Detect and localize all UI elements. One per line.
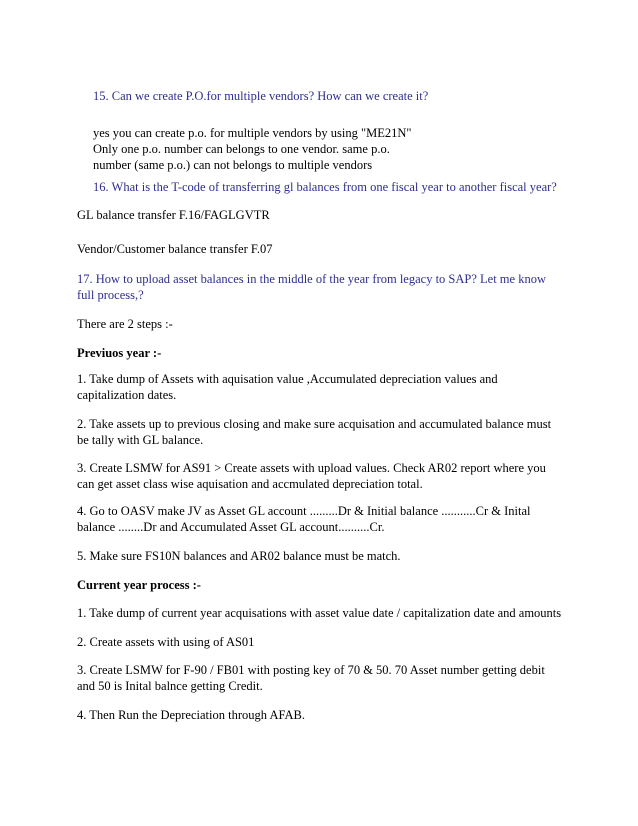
- current-step-4: 4. Then Run the Depreciation through AFAB.: [77, 708, 305, 722]
- previous-step-2-line-2: be tally with GL balance.: [77, 433, 204, 447]
- previous-step-5: 5. Make sure FS10N balances and AR02 balance must be match.: [77, 549, 401, 563]
- previous-year-heading: Previuos year :-: [77, 346, 162, 360]
- question-17-title-line-2: full process,?: [77, 288, 144, 302]
- previous-step-4-line-2: balance ........Dr and Accumulated Asset GL account..........Cr.: [77, 520, 385, 534]
- steps-intro: There are 2 steps :-: [77, 317, 173, 331]
- current-step-2: 2. Create assets with using of AS01: [77, 635, 255, 649]
- current-step-1: 1. Take dump of current year acquisations with asset value date / capitalization date and amounts: [77, 606, 562, 620]
- question-16-title: 16. What is the T-code of transferring gl balances from one fiscal year to another fiscal year?: [93, 180, 557, 194]
- gl-balance-transfer-text: GL balance transfer F.16/FAGLGVTR: [77, 208, 270, 222]
- current-step-3-line-2: and 50 is Inital balnce getting Credit.: [77, 679, 263, 693]
- previous-step-1-line-2: capitalization dates.: [77, 388, 177, 402]
- question-15-answer-line-3: number (same p.o.) can not belongs to multiple vendors: [93, 158, 373, 172]
- question-17-title-line-1: 17. How to upload asset balances in the middle of the year from legacy to SAP? Let me know: [77, 272, 546, 286]
- previous-step-3-line-2: can get asset class wise aquisation and accmulated depreciation total.: [77, 477, 423, 491]
- vendor-balance-transfer-text: Vendor/Customer balance transfer F.07: [77, 242, 273, 256]
- current-step-3-line-1: 3. Create LSMW for F-90 / FB01 with posting key of 70 & 50. 70 Asset number getting debit: [77, 663, 545, 677]
- question-15-answer-line-1: yes you can create p.o. for multiple vendors by using "ME21N": [93, 126, 412, 140]
- question-15-title: 15. Can we create P.O.for multiple vendors? How can we create it?: [93, 89, 429, 103]
- question-15-answer-line-2: Only one p.o. number can belongs to one vendor. same p.o.: [93, 142, 390, 156]
- previous-step-2-line-1: 2. Take assets up to previous closing and make sure acquisation and accumulated balance must: [77, 417, 552, 431]
- previous-step-1-line-1: 1. Take dump of Assets with aquisation value ,Accumulated depreciation values and: [77, 372, 498, 386]
- previous-step-3-line-1: 3. Create LSMW for AS91 > Create assets with upload values. Check AR02 report where you: [77, 461, 546, 475]
- current-year-heading: Current year process :-: [77, 578, 201, 592]
- previous-step-4-line-1: 4. Go to OASV make JV as Asset GL account .........Dr & Initial balance ...........Cr & Inital: [77, 504, 531, 518]
